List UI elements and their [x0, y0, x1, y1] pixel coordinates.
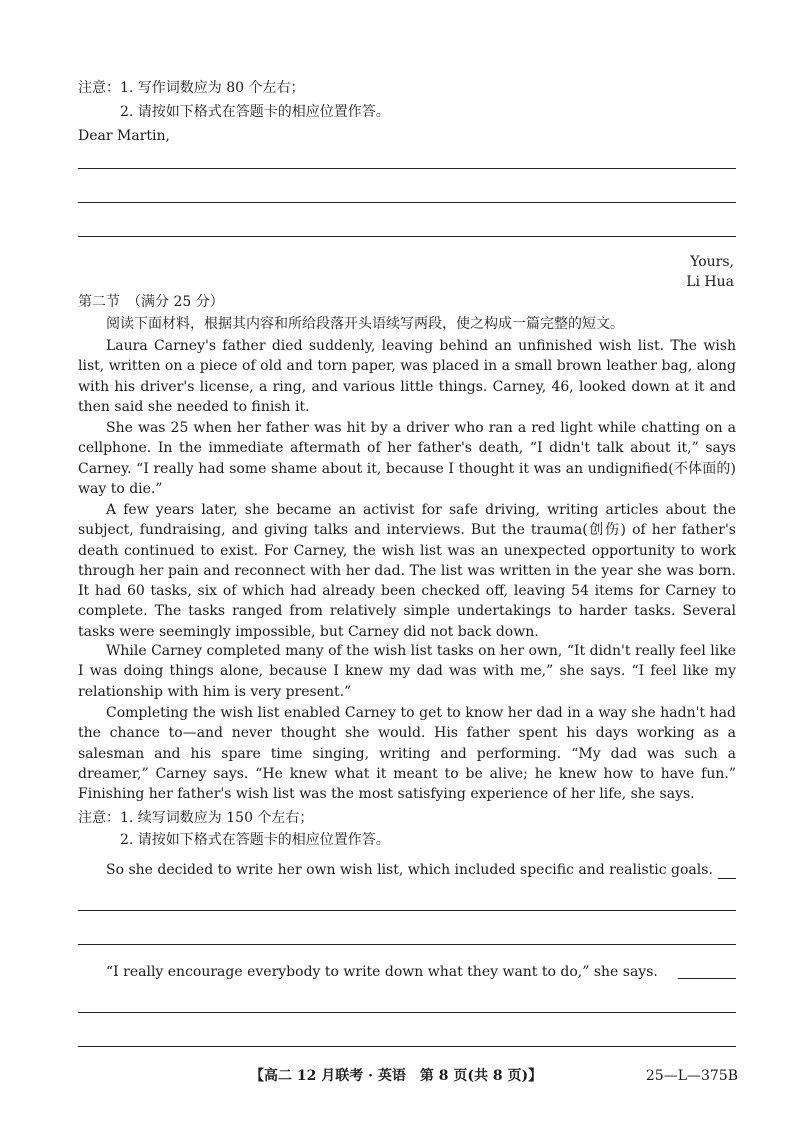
- answer-line: [78, 944, 736, 945]
- answer-line: [78, 910, 736, 911]
- continuation-prompt-1: So she decided to write her own wish list, which included specific and realistic goals.: [106, 862, 713, 878]
- answer-blank: [678, 978, 736, 979]
- closing: Yours,: [690, 254, 734, 270]
- story-paragraph-5: Completing the wish list enabled Carney to get to know her dad in a way she hadn't had the chance to—and never thought she would. His father spent his days working as a salesman and his spare time singing, writing and performing. “My dad was such a dreamer,” Carney says. “He knew what it meant to be alive; he knew how to have fun.” Finishing her father's wish list was the most satisfying experience of her life, she says.: [78, 705, 736, 803]
- notes-label: 注意：: [78, 80, 120, 96]
- notes-line-1: [78, 78, 305, 98]
- note-2: 2. 请按如下格式在答题卡的相应位置作答。: [120, 104, 390, 120]
- note-2-1: 1. 续写词数应为 150 个左右；: [120, 810, 314, 826]
- footer-title: 【高二 12 月联考 · 英语 第 8 页(共 8 页)】: [250, 1068, 543, 1084]
- story-paragraph-1: Laura Carney's father died suddenly, leaving behind an unfinished wish list. The wish list, written on a piece of old and torn paper, was placed in a small brown leather bag, along with his driver's license, a ring, and various little things. Carney, 46, looked down at it and then said she needed to finish it.: [78, 338, 736, 415]
- answer-line: [78, 202, 736, 203]
- answer-line: [78, 168, 736, 169]
- answer-line: [78, 1046, 736, 1047]
- answer-line: [78, 1012, 736, 1013]
- footer-code: 25—L—375B: [645, 1068, 738, 1084]
- answer-line: [78, 236, 736, 237]
- salutation: Dear Martin,: [78, 128, 170, 144]
- story-paragraph-4: While Carney completed many of the wish list tasks on her own, “It didn't really feel like I was doing things alone, because I knew my dad was with me,” she says. “I feel like my relationship with him is very present.”: [78, 643, 736, 700]
- answer-blank: [718, 878, 736, 879]
- story-paragraph-3: A few years later, she became an activist for safe driving, writing articles about the subject, fundraising, and giving talks and interviews. But the trauma(创伤) of her father's death continued to exist. For Carney, the wish list was an unexpected opportunity to work through her pain and reconnect with her dad. The list was written in the year she was born. It had 60 tasks, six of which had already been checked off, leaving 54 items for Carney to complete. The tasks ranged from relatively simple undertakings to harder tasks. Several tasks were seemingly impossible, but Carney did not back down.: [78, 502, 736, 640]
- notes-line-2: [78, 808, 313, 828]
- note-1: 1. 写作词数应为 80 个左右；: [120, 80, 305, 96]
- notes-label-2: 注意：: [78, 810, 120, 826]
- continuation-prompt-2: “I really encourage everybody to write down what they want to do,” she says.: [106, 964, 658, 980]
- section-instruction: 阅读下面材料，根据其内容和所给段落开头语续写两段，使之构成一篇完整的短文。: [106, 316, 624, 332]
- signature: Li Hua: [686, 274, 734, 290]
- section-heading: 第二节 （满分 25 分）: [78, 294, 224, 310]
- story-paragraph-2: She was 25 when her father was hit by a driver who ran a red light while chatting on a cellphone. In the immediate aftermath of her father's death, “I didn't talk about it,” says Carney. “I really had some shame about it, because I thought it was an undignified(不体面的) way to die.”: [78, 420, 736, 497]
- note-2-2: 2. 请按如下格式在答题卡的相应位置作答。: [120, 832, 390, 848]
